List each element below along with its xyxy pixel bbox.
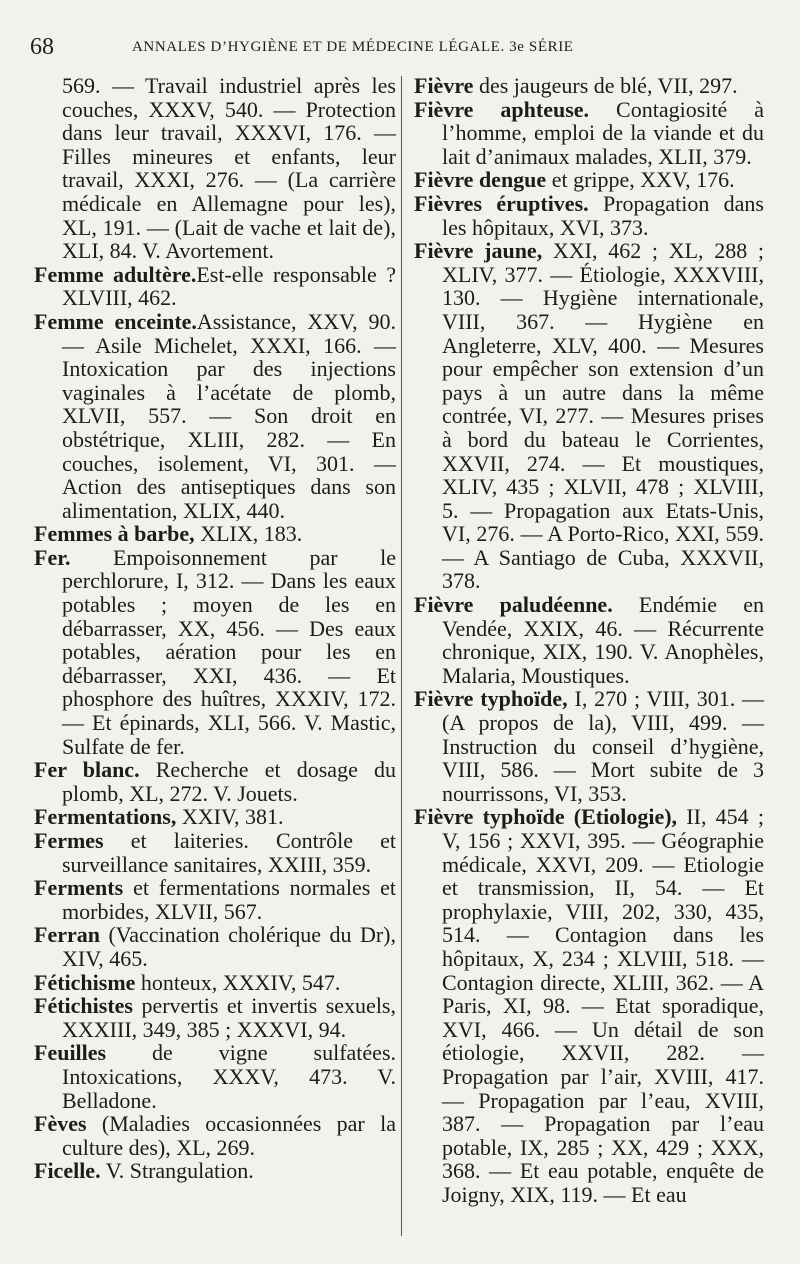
index-entry xyxy=(414,239,764,593)
entry-headword: Femme adultère. xyxy=(34,261,197,287)
index-entry xyxy=(34,758,396,805)
column-divider xyxy=(401,76,402,1236)
entry-headword: Fièvre jaune, xyxy=(414,238,543,264)
index-entry xyxy=(34,994,396,1041)
entry-text: de vigne sulfatées. Intoxications, XXXV, 473. V. Belladone. xyxy=(62,1040,397,1113)
page-header xyxy=(30,34,770,64)
entry-text: et fermentations normales et morbides, XLVII, 567. xyxy=(62,875,397,924)
entry-text: Assistance, XXV, 90. — Asile Michelet, XXXI, 166. — Intoxication par des injections vaginales à l’acétate de plomb, XLVII, 557. — Son droit en obstétrique, XLIII, 282. — En couches, isolement, VI, 301. — Action des antiseptiques dans son alimentation, XLIX, 440. xyxy=(62,308,396,523)
entry-headword: Ferran xyxy=(34,922,100,948)
entry-text: XXIV, 381. xyxy=(181,804,284,830)
index-entry xyxy=(34,74,396,263)
index-column-left xyxy=(34,74,396,1183)
entry-headword: Fétichisme xyxy=(34,969,136,995)
entry-text: XLIX, 183. xyxy=(200,521,303,547)
entry-text: V. Strangulation. xyxy=(105,1158,254,1184)
entry-headword: Fièvre paludéenne. xyxy=(414,592,613,618)
entry-text: (Vaccination cholérique du Dr), XIV, 465. xyxy=(62,922,397,971)
index-entry xyxy=(414,168,764,192)
entry-headword: Ferments xyxy=(34,875,124,901)
entry-text: pervertis et invertis sexuels, XXXIII, 349, 385 ; XXXVI, 94. xyxy=(62,993,396,1042)
entry-headword: Fièvre dengue xyxy=(414,167,547,193)
index-entry xyxy=(34,310,396,522)
entry-text: (Maladies occasionnées par la culture des), XL, 269. xyxy=(62,1111,397,1160)
entry-headword: Fièvre xyxy=(414,73,474,98)
index-entry xyxy=(34,876,396,923)
entry-text: et laiteries. Contrôle et surveillance sanitaires, XXIII, 359. xyxy=(62,828,396,877)
entry-headword: Femme enceinte. xyxy=(34,308,197,334)
index-entry xyxy=(34,1159,396,1183)
entry-headword: Ficelle. xyxy=(34,1158,101,1184)
index-entry xyxy=(34,263,396,310)
index-entry xyxy=(414,192,764,239)
entry-headword: Fèves xyxy=(34,1111,87,1137)
index-entry xyxy=(414,593,764,687)
entry-headword: Fer blanc. xyxy=(34,757,140,783)
index-entry xyxy=(34,829,396,876)
entry-headword: Fermes xyxy=(34,828,104,853)
running-title: ANNALES D’HYGIÈNE ET DE MÉDECINE LÉGALE. 3e SÉRIE xyxy=(132,39,574,55)
entry-text: Empoisonnement par le perchlorure, I, 312. — Dans les eaux potables ; moyen de les en débarrasser, XX, 456. — Des eaux potables, aération pour les en débarrasser, XXI, 436. — Et phosphore des huîtres, XXXIV, 172. — Et épinards, XLI, 566. V. Mastic, Sulfate de fer. xyxy=(62,544,396,759)
entry-text: Recherche et dosage du plomb, XL, 272. V. Jouets. xyxy=(62,757,396,806)
entry-headword: Fer. xyxy=(34,544,71,570)
entry-text: honteux, XXXIV, 547. xyxy=(140,969,341,995)
entry-text: Propagation dans les hôpitaux, XVI, 373. xyxy=(442,190,764,240)
entry-headword: Fièvre typhoïde, xyxy=(414,686,568,712)
entry-headword: Femmes à barbe, xyxy=(34,521,195,547)
entry-headword: Fièvres éruptives. xyxy=(414,190,589,216)
entry-headword: Feuilles xyxy=(34,1040,107,1066)
index-entry xyxy=(34,1112,396,1159)
entry-text: et grippe, XXV, 176. xyxy=(551,167,735,193)
entry-headword: Fétichistes xyxy=(34,993,133,1019)
entry-text: 569. — Travail industriel après les couches, XXXV, 540. — Protection dans leur travail, XXXVI, 176. — Filles mineures et enfants, leur travail, XXXI, 276. — (La carrière médicale en Allemagne pour les), XL, 191. — (Lait de vache et lait de), XLI, 84. V. Avortement. xyxy=(62,73,396,264)
index-entry xyxy=(414,74,764,98)
index-entry xyxy=(414,98,764,169)
index-entry xyxy=(34,805,396,829)
index-entry xyxy=(34,923,396,970)
entry-text: Endémie en Vendée, XXIX, 46. — Récurrente chronique, XIX, 190. V. Anophèles, Malaria, Moustiques. xyxy=(442,592,764,688)
entry-text: des jaugeurs de blé, VII, 297. xyxy=(478,73,738,98)
entry-text: I, 270 ; VIII, 301. — (A propos de la), VIII, 499. — Instruction du conseil d’hygiène, VIII, 586. — Mort subite de 3 nourrissons, VI, 353. xyxy=(442,686,765,806)
entry-text: Contagiosité à l’homme, emploi de la viande et du lait d’animaux malades, XLII, 379. xyxy=(442,96,765,169)
index-entry xyxy=(414,687,764,805)
index-column-right xyxy=(414,74,764,1207)
index-entry xyxy=(34,546,396,758)
index-entry xyxy=(34,522,396,546)
index-entry xyxy=(34,1041,396,1112)
index-entry xyxy=(34,971,396,995)
entry-headword: Fermentations, xyxy=(34,804,177,830)
entry-text: II, 454 ; V, 156 ; XXVI, 395. — Géographie médicale, XXVI, 209. — Etiologie et transmission, II, 54. — Et prophylaxie, VIII, 202, 330, 435, 514. — Contagion dans les hôpitaux, X, 234 ; XLVIII, 518. — Contagion directe, XLIII, 362. — A Paris, XI, 98. — Etat sporadique, XVI, 466. — Un détail de son étiologie, XXVII, 282. — Propagation par l’air, XVIII, 417. — Propagation par l’eau, XVIII, 387. — Propagation par l’eau potable, IX, 285 ; XX, 429 ; XXX, 368. — Et eau potable, enquête de Joigny, XIX, 119. — Et eau xyxy=(442,804,765,1207)
entry-text: XXI, 462 ; XL, 288 ; XLIV, 377. — Étiologie, XXXVIII, 130. — Hygiène internationale, VIII, 367. — Hygiène en Angleterre, XLV, 400. — Mesures pour empêcher son extension d’un pays à un autre dans la même contrée, VI, 277. — Mesures prises à bord du bateau le Corrientes, XXVII, 274. — Et moustiques, XLIV, 435 ; XLVII, 478 ; XLVIII, 5. — Propagation aux Etats-Unis, VI, 276. — A Porto-Rico, XXI, 559. — A Santiago de Cuba, XXXVII, 378. xyxy=(442,238,765,594)
index-entry xyxy=(414,805,764,1206)
entry-text: Est-elle responsable ? XLVIII, 462. xyxy=(62,261,396,311)
entry-headword: Fièvre typhoïde (Etiologie), xyxy=(414,804,678,830)
entry-headword: Fièvre aphteuse. xyxy=(414,96,590,122)
page-number: 68 xyxy=(30,34,54,60)
